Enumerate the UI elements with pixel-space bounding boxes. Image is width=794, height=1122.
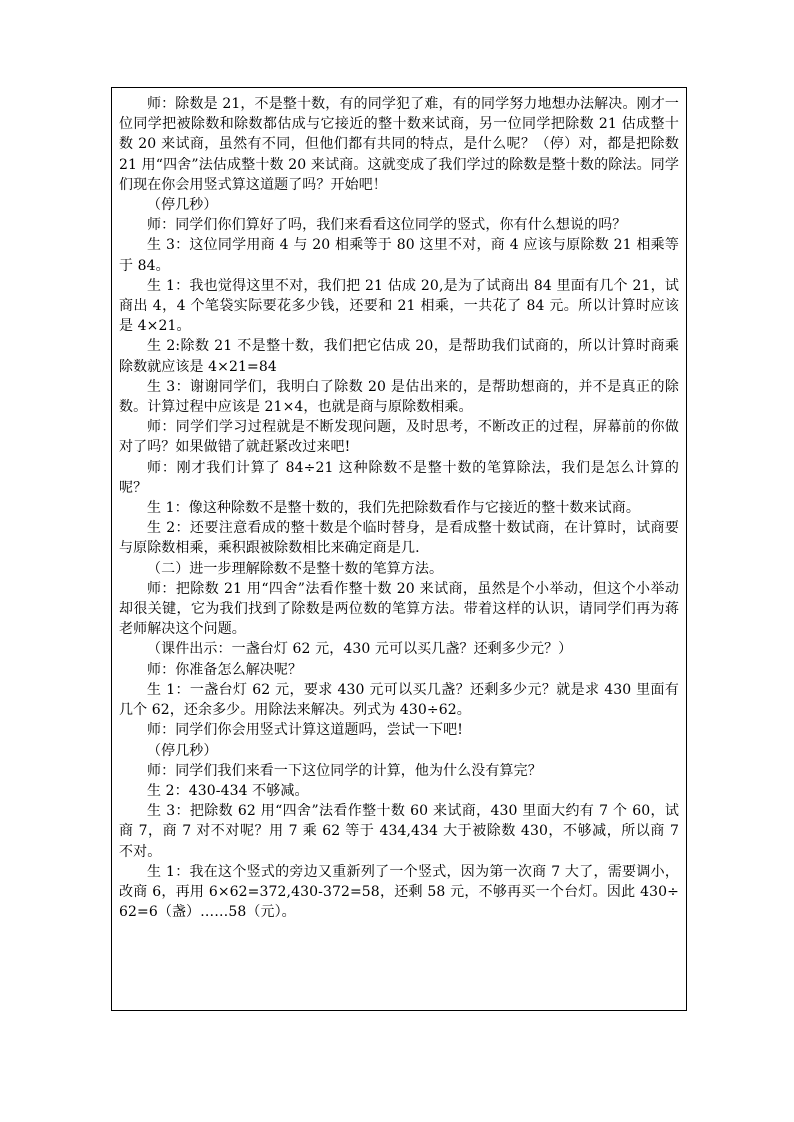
paragraph: 生 1：我也觉得这里不对，我们把 21 估成 20,是为了试商出 84 里面有几个 21，试商出 4，4 个笔袋实际要花多少钱，还要和 21 相乘，一共花了 84 元。所以计算时应该是 4×21。 [119,277,679,335]
paragraph: （停几秒） [147,197,218,214]
paragraph: 生 2：430-434 不够减。 [147,782,309,799]
paragraph: 师：你准备怎么解决呢？ [147,661,303,678]
paragraph: 生 1：像这种除数不是整十数的，我们先把除数看作与它接近的整十数来试商。 [147,500,640,517]
paragraph: 生 3：把除数 62 用“四舍”法看作整十数 60 来试商，430 里面大约有 7 个 60，试商 7，商 7 对不对呢？用 7 乘 62 等于 434,434 大于被除数 430，不够减，所以商 7 不对。 [119,803,684,860]
paragraph: 生 3：这位同学用商 4 与 20 相乘等于 80 这里不对，商 4 应该与原除数 21 相乘等于 84。 [119,237,679,274]
document-table-cell [111,87,687,1011]
paragraph: （停几秒） [147,742,218,759]
paragraph: 师：同学们我们来看一下这位同学的计算，他为什么没有算完？ [147,762,542,779]
paragraph: 师：把除数 21 用“四舍”法看作整十数 20 来试商，虽然是个小举动，但这个小举动却很关键，它为我们找到了除数是两位数的笔算方法。带着这样的认识，请同学们再为蒋老师解决这个问题。 [119,580,679,638]
paragraph: 生 3：谢谢同学们，我明白了除数 20 是估出来的，是帮助想商的，并不是真正的除数。计算过程中应该是 21×4，也就是商与原除数相乘。 [119,378,679,416]
paragraph: 生 1：我在这个竖式的旁边又重新列了一个竖式，因为第一次商 7 大了，需要调小，改商 6，再用 6×62=372,430-372=58，还剩 58 元，不够再买一个台灯。因此 430÷62=6（盏）……58（元）。 [119,863,679,921]
lesson-transcript [119,94,684,1004]
section-heading: （二）进一步理解除数不是整十数的笔算方法。 [147,560,444,577]
paragraph: 生 2：还要注意看成的整十数是个临时替身，是看成整十数试商，在计算时，试商要与原除数相乘，乘积跟被除数相比来确定商是几. [119,520,679,557]
paragraph: 师：同学们学习过程就是不断发现问题，及时思考，不断改正的过程，屏幕前的你做对了吗？如果做错了就赶紧改过来吧! [119,419,679,456]
paragraph: 师：同学们你们算好了吗，我们来看看这位同学的竖式，你有什么想说的吗？ [147,217,627,234]
paragraph: （课件出示：一盏台灯 62 元，430 元可以买几盏？还剩多少元？） [147,641,573,658]
paragraph: 师：除数是 21，不是整十数，有的同学犯了难，有的同学努力地想办法解决。刚才一位同学把被除数和除数都估成与它接近的整十数来试商，另一位同学把除数 21 估成整十数 20 来试商，虽然有不同，但他们都有共同的特点，是什么呢？（停）对，都是把除数 21 用“四舍”法估成整十数 20 来试商。这就变成了我们学过的除数是整十数的除法。同学们现在你会用竖式算这道题了吗？开始吧！ [119,96,684,193]
paragraph: 师：同学们你会用竖式计算这道题吗，尝试一下吧! [147,722,463,739]
paragraph: 师：刚才我们计算了 84÷21 这种除数不是整十数的笔算除法，我们是怎么计算的呢？ [119,459,679,496]
paragraph: 生 1：一盏台灯 62 元，要求 430 元可以买几盏？还剩多少元？就是求 430 里面有几个 62，还余多少。用除法来解决。列式为 430÷62。 [119,681,679,719]
paragraph: 生 2:除数 21 不是整十数，我们把它估成 20，是帮助我们试商的，所以计算时商乘除数就应该是 4×21=84 [119,338,679,375]
